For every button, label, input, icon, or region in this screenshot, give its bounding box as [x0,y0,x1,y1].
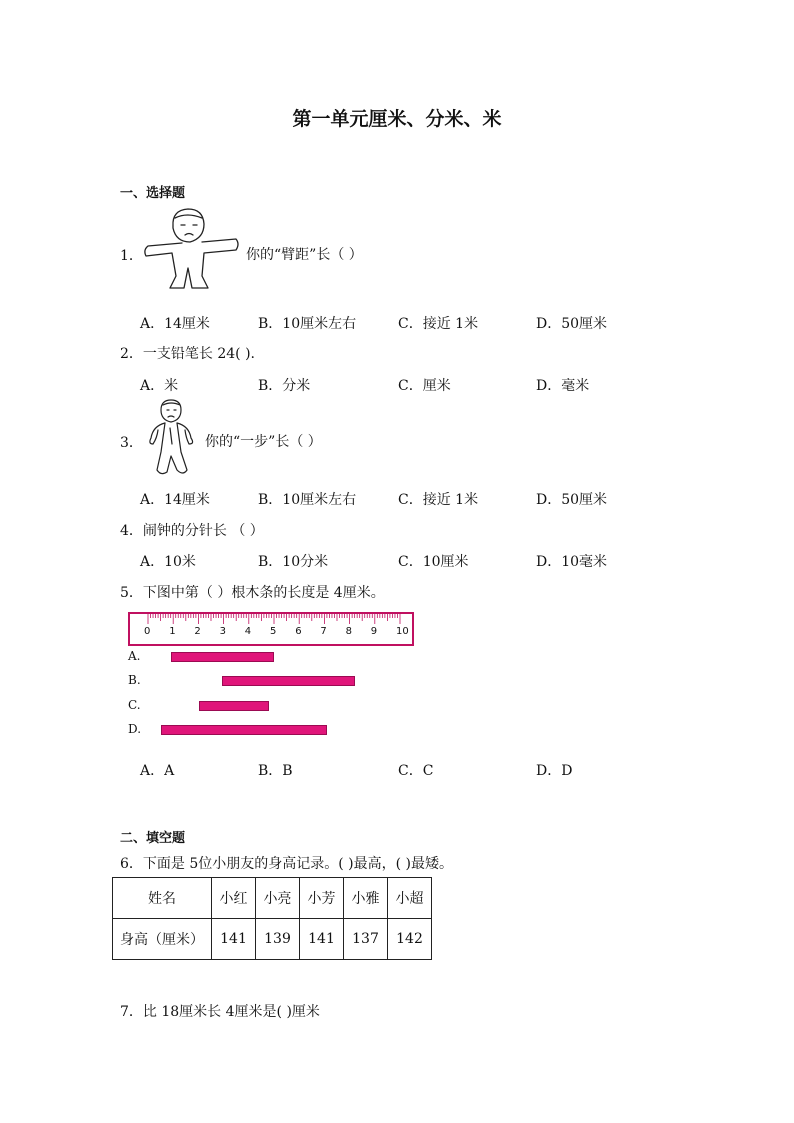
q5-option-b[interactable]: B．B [258,763,293,779]
section-heading-fill-blank: 二、填空题 [120,831,186,846]
wood-strip-label: C. [128,698,141,712]
table-header-cell: 小超 [388,878,432,919]
ruler-tick-label: 4 [244,626,252,637]
wood-strip-bar [161,725,327,735]
q4-option-c[interactable]: C．10厘米 [398,554,469,570]
q3-option-d[interactable]: D．50厘米 [536,492,608,508]
section-heading-choice: 一、选择题 [120,186,186,201]
q2-option-b[interactable]: B．分米 [258,378,311,394]
table-header-row [113,878,432,919]
ruler-tick-label: 0 [144,626,151,637]
question-4-text: 4．闹钟的分针长 （ ） [120,523,264,539]
table-header-cell: 小红 [212,878,256,919]
question-1-text: 你的“臂距”长（ ） [246,247,363,263]
ruler-tick-label: 8 [345,626,352,637]
q4-option-b[interactable]: B．10分米 [258,554,329,570]
q5-option-a[interactable]: A．A [140,763,175,779]
wood-strip-bar [222,676,355,686]
table-row [113,919,432,960]
q1-option-a[interactable]: A．14厘米 [140,316,210,332]
question-2-text: 2．一支铅笔长 24( ). [120,346,255,362]
table-header-cell: 小芳 [300,878,344,919]
q1-option-b[interactable]: B．10厘米左右 [258,316,357,332]
ruler-tick-label: 3 [219,626,226,637]
height-record-table [112,877,432,960]
ruler-tick-label: 2 [194,626,201,637]
wood-strip-label: A. [128,649,141,663]
ruler-tick-label: 7 [320,626,327,637]
table-cell: 身高（厘米） [113,919,212,960]
table-header-cell: 小雅 [344,878,388,919]
wood-strip-label: B. [128,673,141,687]
question-3-number: 3． [120,435,143,451]
page-title: 第一单元厘米、分米、米 [292,108,502,130]
ruler-tick-label: 9 [370,626,378,637]
ruler-tick-label: 6 [295,626,302,637]
ruler-tick-label: 10 [396,626,409,637]
q3-option-c[interactable]: C．接近 1米 [398,492,479,508]
question-7-text: 7．比 18厘米长 4厘米是( )厘米 [120,1004,320,1020]
table-header-cell: 姓名 [113,878,212,919]
q3-option-a[interactable]: A．14厘米 [140,492,210,508]
arm-span-person-illustration [140,206,245,292]
wood-strip-bar [199,701,269,711]
q1-option-c[interactable]: C．接近 1米 [398,316,479,332]
q1-option-d[interactable]: D．50厘米 [536,316,608,332]
q2-option-c[interactable]: C．厘米 [398,378,451,394]
wood-strip-label: D. [128,722,142,736]
q5-option-c[interactable]: C．C [398,763,434,779]
table-cell: 137 [344,919,388,960]
q3-option-b[interactable]: B．10厘米左右 [258,492,357,508]
q4-option-d[interactable]: D．10毫米 [536,554,608,570]
table-cell: 141 [300,919,344,960]
table-cell: 142 [388,919,432,960]
table-header-cell: 小亮 [256,878,300,919]
question-5-text: 5．下图中第（ ）根木条的长度是 4厘米。 [120,585,385,601]
walking-person-illustration [143,398,205,478]
ruler-tick-label: 5 [270,626,277,637]
q5-option-d[interactable]: D．D [536,763,573,779]
table-cell: 139 [256,919,300,960]
question-1-number: 1． [120,248,143,264]
q4-option-a[interactable]: A．10米 [140,554,196,570]
question-3-text: 你的“一步”长（ ） [205,434,322,450]
q2-option-a[interactable]: A．米 [140,378,179,394]
ruler-tick-label: 1 [169,626,176,637]
table-cell: 141 [212,919,256,960]
wood-strip-bar [171,652,274,662]
q2-option-d[interactable]: D．毫米 [536,378,590,394]
question-6-text: 6．下面是 5位小朋友的身高记录。( )最高，( )最矮。 [120,856,454,872]
